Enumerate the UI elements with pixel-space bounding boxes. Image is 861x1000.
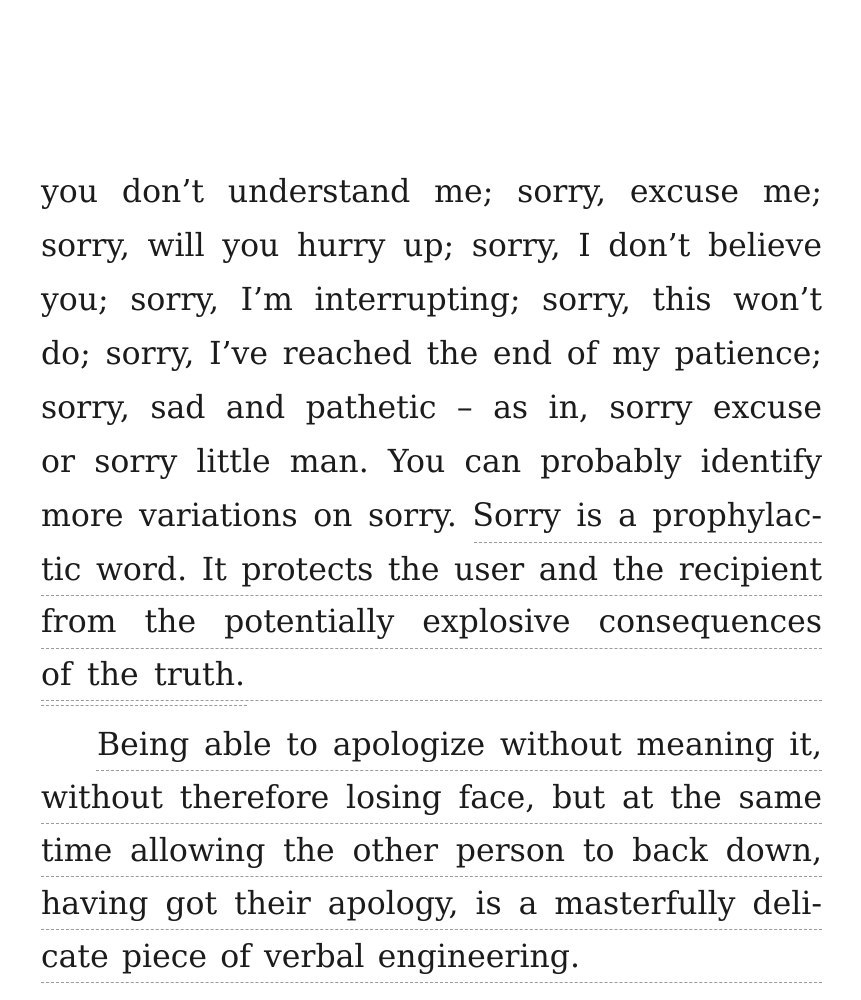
highlight-underline <box>41 982 822 983</box>
line-text[interactable]: tic word. It protects the user and the recipient <box>41 552 822 588</box>
text-line <box>41 442 822 496</box>
text-line <box>41 172 822 226</box>
line-text[interactable]: from the potentially explosive consequences <box>41 604 822 640</box>
line-text[interactable]: Being able to apologize without meaning it, <box>97 727 822 763</box>
text-line <box>41 388 822 442</box>
line-text: sorry, will you hurry up; sorry, I don’t believe <box>41 228 822 264</box>
line-text[interactable]: without therefore losing face, but at the same <box>41 780 822 816</box>
highlight-underline <box>41 595 822 596</box>
text-line <box>41 334 822 388</box>
highlight-underline <box>41 648 822 649</box>
highlight-underline <box>41 823 822 824</box>
line-text[interactable]: time allowing the other person to back down, <box>41 833 822 869</box>
highlight-underline <box>41 876 822 877</box>
line-text[interactable]: of the truth. <box>41 657 245 693</box>
highlight-underline <box>96 770 822 771</box>
line-text: you; sorry, I’m interrupting; sorry, this won’t <box>41 282 822 318</box>
text-line <box>41 226 822 280</box>
highlight-underline <box>41 705 247 706</box>
text-line <box>41 280 822 334</box>
line-text: sorry, sad and pathetic – as in, sorry excuse <box>41 390 822 426</box>
highlight-underline <box>41 700 822 701</box>
line-text[interactable]: cate piece of verbal engineering. <box>41 939 580 975</box>
line-text: you don’t understand me; sorry, excuse me; <box>41 174 822 210</box>
highlight-underline <box>41 929 822 930</box>
line-text[interactable]: having got their apology, is a masterfully deli- <box>41 886 822 922</box>
line-text: do; sorry, I’ve reached the end of my patience; <box>41 336 822 372</box>
highlight-underline <box>474 542 822 543</box>
line-text[interactable]: more variations on sorry. Sorry is a prophylac- <box>41 498 822 534</box>
line-text: or sorry little man. You can probably identify <box>41 444 822 480</box>
